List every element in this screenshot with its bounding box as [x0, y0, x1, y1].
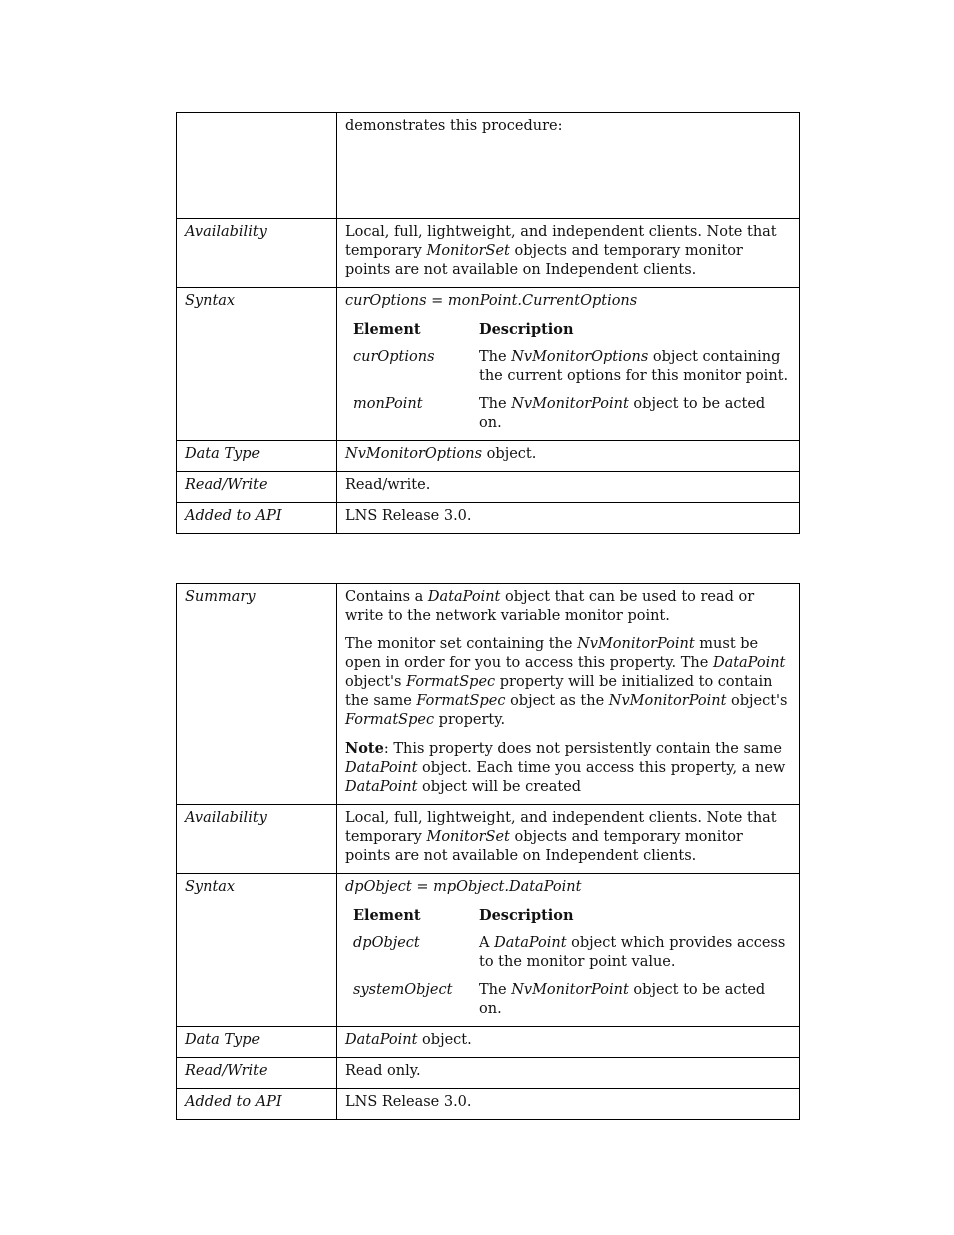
element-description: The NvMonitorPoint object to be acted on.	[479, 982, 766, 1017]
table-row	[177, 288, 800, 441]
row-label-read-write: Read/Write	[177, 472, 337, 503]
table-row	[345, 395, 791, 433]
summary-note: Note: This property does not persistently contain the same DataPoint object. Each time you access this property, a new DataPoint object will be created	[345, 740, 786, 795]
table-row	[345, 981, 791, 1019]
table-row	[177, 1058, 800, 1089]
note-label: Note	[345, 740, 384, 757]
row-label-read-write: Read/Write	[177, 1058, 337, 1089]
row-label-data-type: Data Type	[177, 1027, 337, 1058]
table-row	[177, 1027, 800, 1058]
row-value-syntax	[337, 288, 800, 441]
table-row	[177, 219, 800, 288]
element-name: dpObject	[353, 935, 420, 951]
row-value-read-write: Read/write.	[337, 472, 800, 503]
row-value-syntax	[337, 874, 800, 1027]
element-description: A DataPoint object which provides access to the monitor point value.	[479, 935, 786, 970]
table-row	[177, 503, 800, 534]
row-label-added-to-api: Added to API	[177, 503, 337, 534]
syntax-expression: dpObject = mpObject.DataPoint	[345, 879, 582, 895]
intro-text: demonstrates this procedure:	[345, 118, 563, 134]
property-table-data-point	[176, 583, 800, 1120]
element-name: curOptions	[353, 349, 435, 365]
row-value-availability: Local, full, lightweight, and independent clients. Note that temporary MonitorSet objects and temporary monitor points are not available on Independent clients.	[337, 805, 800, 874]
table-row	[177, 441, 800, 472]
row-value-added-to-api: LNS Release 3.0.	[337, 503, 800, 534]
summary-paragraph: Contains a DataPoint object that can be used to read or write to the network variable monitor point.	[345, 589, 755, 624]
syntax-expression: curOptions = monPoint.CurrentOptions	[345, 293, 638, 309]
table-row	[177, 805, 800, 874]
row-value-summary	[337, 584, 800, 805]
row-label-added-to-api: Added to API	[177, 1089, 337, 1120]
syntax-element-table	[345, 906, 791, 1019]
table-row	[177, 584, 800, 805]
property-table-current-options	[176, 112, 800, 534]
row-label-summary: Summary	[177, 584, 337, 805]
table-row	[345, 348, 791, 395]
row-value-availability: Local, full, lightweight, and independent clients. Note that temporary MonitorSet objects and temporary monitor points are not available on Independent clients.	[337, 219, 800, 288]
element-name: systemObject	[353, 982, 453, 998]
header-element: Element	[353, 321, 421, 338]
table-row	[177, 113, 800, 219]
row-value-data-type: DataPoint object.	[337, 1027, 800, 1058]
element-description: The NvMonitorOptions object containing the current options for this monitor point.	[479, 349, 789, 384]
table-row	[345, 934, 791, 981]
row-label-syntax: Syntax	[177, 288, 337, 441]
row-label-empty	[177, 113, 337, 219]
header-description: Description	[479, 907, 574, 924]
header-description: Description	[479, 321, 574, 338]
row-label-syntax: Syntax	[177, 874, 337, 1027]
table-row	[177, 472, 800, 503]
row-value-added-to-api: LNS Release 3.0.	[337, 1089, 800, 1120]
header-element: Element	[353, 907, 421, 924]
summary-paragraph: The monitor set containing the NvMonitorPoint must be open in order for you to access this property. The DataPoint object's FormatSpec property will be initialized to contain the same FormatSpec object as the NvMonitorPoint object's FormatSpec property.	[345, 636, 788, 728]
element-name: monPoint	[353, 396, 423, 412]
table-row	[177, 874, 800, 1027]
row-label-availability: Availability	[177, 219, 337, 288]
row-value-read-write: Read only.	[337, 1058, 800, 1089]
row-label-data-type: Data Type	[177, 441, 337, 472]
syntax-element-table	[345, 320, 791, 433]
table-row	[177, 1089, 800, 1120]
row-value-intro	[337, 113, 800, 219]
element-description: The NvMonitorPoint object to be acted on.	[479, 396, 766, 431]
row-value-data-type: NvMonitorOptions object.	[337, 441, 800, 472]
row-label-availability: Availability	[177, 805, 337, 874]
